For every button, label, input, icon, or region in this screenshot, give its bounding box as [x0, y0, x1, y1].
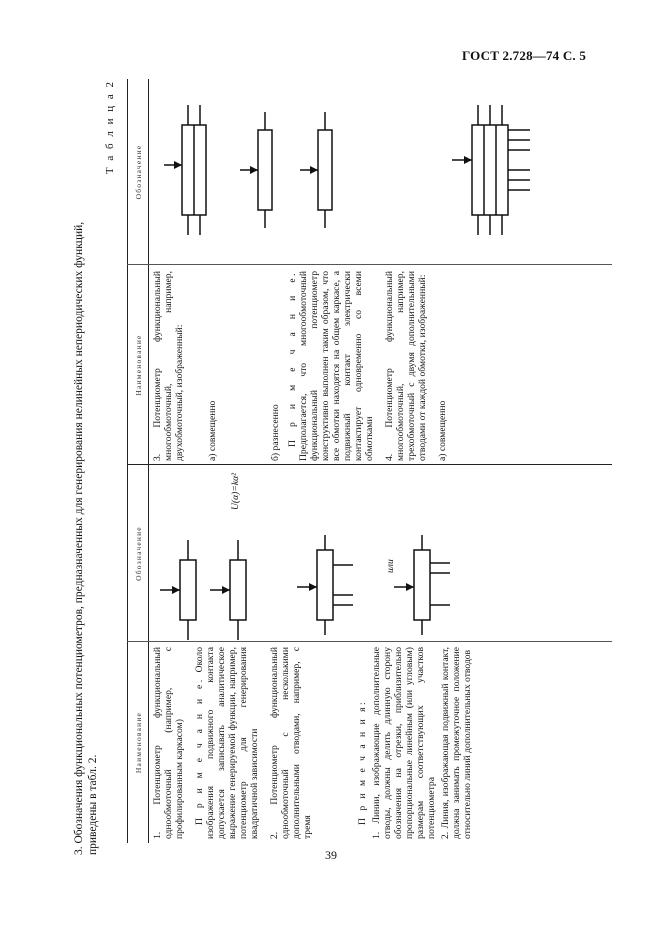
wiper-arrow — [174, 161, 182, 169]
row3b-text: б) разнесенно — [270, 404, 281, 461]
left-column-divider — [127, 641, 612, 642]
winding-2-body — [318, 130, 332, 210]
outer-body — [472, 125, 508, 215]
right-column-divider — [127, 264, 612, 265]
tapped-potentiometer-symbol-b — [394, 525, 469, 635]
two-winding-separated-symbol — [240, 100, 350, 220]
row4a-text: а) совмещенно — [437, 400, 448, 461]
table-caption: Т а б л и ц а 2 — [104, 80, 116, 175]
row1-text: 1. Потенциометр функциональный однообмоточный (например, с профилированным каркасом) — [152, 647, 185, 839]
resistor-body — [414, 550, 430, 620]
row2-text: 2. Потенциометр функциональный однообмоточный с несколькими дополнительными отводами, например, с тремя — [269, 647, 313, 839]
or-text: или — [385, 559, 396, 573]
header-symbol-right: Обозначение — [134, 144, 143, 200]
three-winding-combined-symbol — [452, 85, 562, 245]
wiper-arrow — [309, 583, 317, 591]
wiper-arrow — [464, 156, 472, 164]
note1-text: 1. Линии, изображающие дополнительные отводы, должны делить длинную сторону обозначения на отрезки, приблизительно пропорциональные линейным (или угловым) размерам соответствующих участков потенциометра — [371, 647, 437, 839]
winding-1-wiper-arrow — [250, 166, 258, 174]
table-header-rule — [148, 79, 149, 843]
header-name-right: Наименование — [134, 334, 143, 396]
row1-note-label: П р и м е ч а н и е. — [194, 677, 205, 825]
wiper-arrow — [406, 583, 414, 591]
intro-line-2: приведены в табл. 2. — [87, 754, 99, 855]
row1-note — [194, 647, 260, 839]
quadratic-potentiometer-symbol — [210, 545, 280, 625]
table-center-divider — [127, 464, 612, 465]
row3-text: 3. Потенциометр функциональный многообмоточный, например, двухобмоточный, изображенный: — [152, 271, 185, 461]
note2-text: 2. Линия, изображающая подвижный контакт, должна занимать промежуточное положение относительно линий дополнительных отводов — [440, 647, 473, 839]
page-header: ГОСТ 2.728—74 С. 5 — [462, 48, 587, 63]
page-number: 39 — [325, 848, 337, 862]
row3-note-label: П р и м е ч а н и е. — [287, 271, 298, 447]
resistor-body — [230, 560, 246, 620]
formula: U(α)=kα² — [230, 473, 241, 510]
intro-line-1: 3. Обозначения функциональных потенциометров, предназначенных для генерирования нелинейных непериодических функций, — [73, 221, 85, 855]
notes-label: П р и м е ч а н и я: — [357, 699, 368, 825]
two-winding-combined-symbol — [164, 95, 244, 235]
header-name-left: Наименование — [134, 711, 143, 774]
row3-note — [287, 271, 375, 461]
left-name-column — [152, 647, 473, 839]
wiper-arrow — [172, 586, 180, 594]
tapped-potentiometer-symbol-a — [297, 525, 372, 635]
winding-2-wiper-arrow — [310, 166, 318, 174]
row3-note-text: Предполагается, что многообмоточный функциональный потенциометр конструктивно выполнен таким образом, что все обмотки находятся на общем каркасе, а подвижный контакт электрически контактирует одновременно со всеми обмотками — [298, 271, 375, 461]
header-symbol-left: Обозначение — [134, 526, 143, 581]
row1-note-text: Около изображения подвижного контакта допускается записывать аналитическое выражение генерируемой функции, например, потенциометр для генерирования квадратичной зависимости — [194, 647, 260, 839]
row4-text: 4. Потенциометр функциональный многообмоточный, например, трехобмоточный с двумя дополнительными отводами от каждой обмотки, изображенный: — [384, 271, 428, 461]
rotated-table-page — [72, 65, 612, 855]
intro-text — [72, 70, 100, 855]
resistor-body — [317, 550, 333, 620]
right-name-column — [152, 271, 448, 461]
row3a-text: а) совмещенно — [207, 400, 218, 461]
resistor-body — [180, 560, 196, 620]
winding-1-body — [258, 130, 272, 210]
wiper-arrow — [222, 586, 230, 594]
table-top-rule — [127, 79, 128, 843]
